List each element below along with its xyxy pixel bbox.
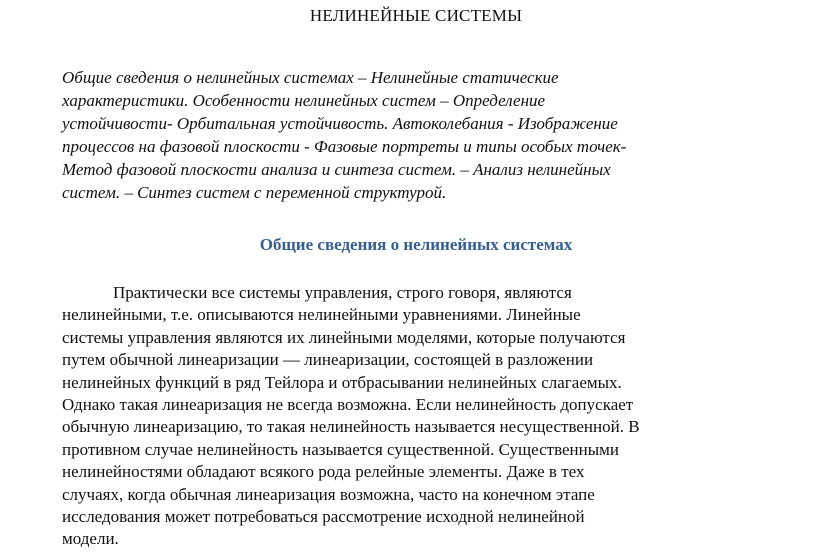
body-paragraph: Практически все системы управления, строго говоря, являются нелинейными, т.е. описываются нелинейными уравнениями. Линейные системы управления являются их линейными моделями, которые получаются путем обычной линеаризации — линеаризации, состоящей в разложении нелинейных функций в ряд Тейлора и отбрасывании нелинейных слагаемых. Однако такая линеаризация не всегда возможна. Если нелинейность допускает обычную линеаризацию, то такая нелинейность называется несущественной. В противном случае нелинейность называется существенной. Существенными нелинейностями обладают всякого рода релейные элементы. Даже в тех случаях, когда обычная линеаризация возможна, часто на конечном этапе исследования может потребоваться рассмотрение исходной нелинейной модели. — [62, 283, 640, 549]
abstract-paragraph: Общие сведения о нелинейных системах – Нелинейные статические характеристики. Особенности нелинейных систем – Определение устойчивости- Орбитальная устойчивость. Автоколебания - Изображение процессов на фазовой плоскости - Фазовые портреты и типы особых точек- Метод фазовой плоскости анализа и синтеза систем. – Анализ нелинейных систем. – Синтез систем с переменной структурой. — [62, 68, 627, 202]
section-heading: Общие сведения о нелинейных системах — [259, 235, 573, 254]
document-title: НЕЛИНЕЙНЫЕ СИСТЕМЫ — [309, 6, 523, 25]
